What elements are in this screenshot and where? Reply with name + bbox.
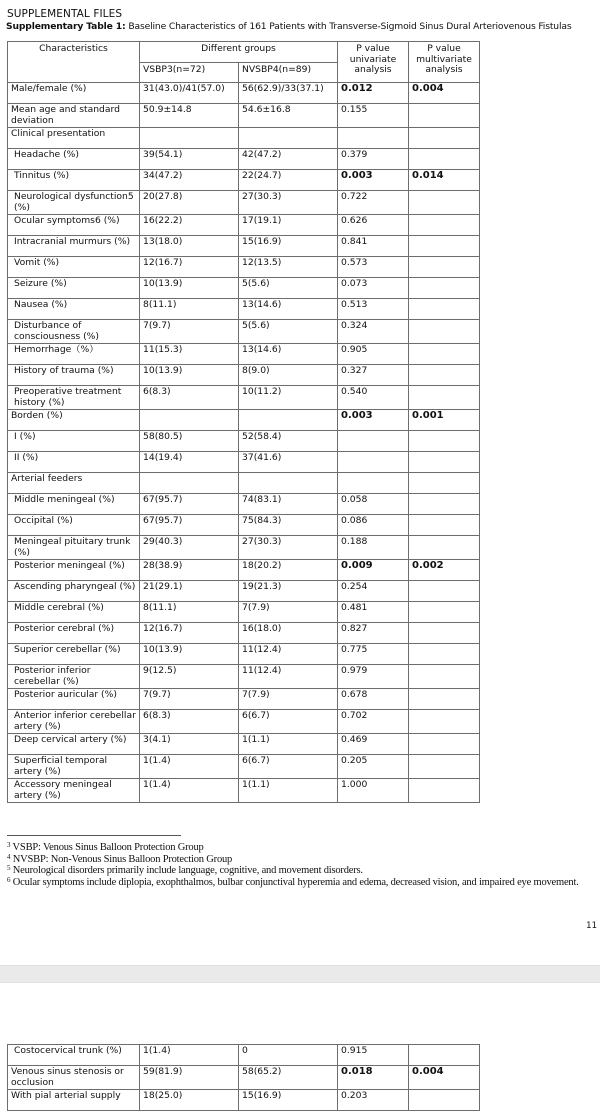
header-group-vsbp: VSBP3(n=72) — [140, 63, 239, 83]
cell-nvsbp: 1(1.1) — [239, 734, 338, 755]
cell-p-univariate: 0.626 — [338, 215, 409, 236]
table-row — [8, 779, 480, 803]
table-row — [8, 128, 480, 149]
cell-p-univariate: 0.073 — [338, 278, 409, 299]
cell-nvsbp: 17(19.1) — [239, 215, 338, 236]
cell-p-multivariate — [409, 1090, 480, 1111]
row-label: Seizure (%) — [8, 278, 140, 299]
cell-nvsbp: 12(13.5) — [239, 257, 338, 278]
row-label: Ascending pharyngeal (%) — [8, 581, 140, 602]
table-row — [8, 473, 480, 494]
table-row — [8, 755, 480, 779]
cell-p-univariate: 0.469 — [338, 734, 409, 755]
footnote-text: NVSBP: Non-Venous Sinus Balloon Protection Group — [10, 853, 233, 865]
cell-p-multivariate — [409, 1045, 480, 1066]
table-row — [8, 665, 480, 689]
baseline-characteristics-table — [7, 41, 480, 803]
cell-p-multivariate — [409, 299, 480, 320]
row-label: Borden (%) — [8, 410, 140, 431]
table-row — [8, 560, 480, 581]
cell-vsbp: 31(43.0)/41(57.0) — [140, 83, 239, 104]
cell-nvsbp: 0 — [239, 1045, 338, 1066]
cell-p-multivariate — [409, 689, 480, 710]
cell-nvsbp: 8(9.0) — [239, 365, 338, 386]
row-label: Tinnitus (%) — [8, 170, 140, 191]
row-label: History of trauma (%) — [8, 365, 140, 386]
footnotes — [7, 842, 595, 888]
cell-nvsbp: 27(30.3) — [239, 536, 338, 560]
row-label: With pial arterial supply — [8, 1090, 140, 1111]
row-label: Costocervical trunk (%) — [8, 1045, 140, 1066]
table-row — [8, 257, 480, 278]
cell-vsbp: 1(1.4) — [140, 755, 239, 779]
cell-nvsbp: 54.6±16.8 — [239, 104, 338, 128]
cell-p-univariate: 1.000 — [338, 779, 409, 803]
table-row — [8, 299, 480, 320]
footnote-separator — [7, 835, 181, 836]
cell-nvsbp: 5(5.6) — [239, 278, 338, 299]
cell-p-univariate: 0.009 — [338, 560, 409, 581]
table-row — [8, 170, 480, 191]
table-body-continued — [8, 1045, 480, 1111]
cell-p-univariate: 0.203 — [338, 1090, 409, 1111]
cell-vsbp: 8(11.1) — [140, 602, 239, 623]
row-label: Ocular symptoms6 (%) — [8, 215, 140, 236]
table-row — [8, 236, 480, 257]
cell-p-multivariate — [409, 257, 480, 278]
cell-p-univariate — [338, 473, 409, 494]
cell-nvsbp: 27(30.3) — [239, 191, 338, 215]
cell-nvsbp: 37(41.6) — [239, 452, 338, 473]
cell-p-multivariate — [409, 779, 480, 803]
cell-vsbp: 12(16.7) — [140, 623, 239, 644]
table-row — [8, 644, 480, 665]
cell-nvsbp — [239, 473, 338, 494]
table-row — [8, 623, 480, 644]
cell-p-multivariate — [409, 665, 480, 689]
cell-vsbp: 18(25.0) — [140, 1090, 239, 1111]
table-row — [8, 431, 480, 452]
cell-nvsbp: 16(18.0) — [239, 623, 338, 644]
row-label: Mean age and standard deviation — [8, 104, 140, 128]
cell-p-univariate: 0.481 — [338, 602, 409, 623]
table-row — [8, 386, 480, 410]
cell-p-univariate: 0.573 — [338, 257, 409, 278]
table-caption — [6, 21, 572, 32]
cell-p-multivariate — [409, 149, 480, 170]
cell-nvsbp: 1(1.1) — [239, 779, 338, 803]
cell-vsbp: 67(95.7) — [140, 494, 239, 515]
header-p-value-multivariate: P value multivariate analysis — [409, 42, 480, 83]
cell-p-univariate: 0.841 — [338, 236, 409, 257]
row-label: Middle cerebral (%) — [8, 602, 140, 623]
footnote-marker: 3 — [7, 841, 11, 849]
row-label: Deep cervical artery (%) — [8, 734, 140, 755]
cell-p-multivariate — [409, 710, 480, 734]
table-row — [8, 581, 480, 602]
cell-p-multivariate — [409, 602, 480, 623]
row-label: Preoperative treatment history (%) — [8, 386, 140, 410]
cell-p-multivariate — [409, 734, 480, 755]
cell-p-univariate: 0.827 — [338, 623, 409, 644]
table-row — [8, 734, 480, 755]
cell-vsbp: 6(8.3) — [140, 386, 239, 410]
cell-vsbp: 10(13.9) — [140, 278, 239, 299]
cell-vsbp: 50.9±14.8 — [140, 104, 239, 128]
row-label: Intracranial murmurs (%) — [8, 236, 140, 257]
cell-p-univariate: 0.905 — [338, 344, 409, 365]
row-label: Superior cerebellar (%) — [8, 644, 140, 665]
table-row — [8, 410, 480, 431]
row-label: Venous sinus stenosis or occlusion — [8, 1066, 140, 1090]
cell-p-univariate: 0.513 — [338, 299, 409, 320]
row-label: Accessory meningeal artery (%) — [8, 779, 140, 803]
row-label: Hemorrhage（%） — [8, 344, 140, 365]
cell-p-univariate — [338, 452, 409, 473]
cell-nvsbp: 7(7.9) — [239, 689, 338, 710]
footnote-marker: 5 — [7, 864, 11, 873]
cell-vsbp — [140, 410, 239, 431]
cell-vsbp: 14(19.4) — [140, 452, 239, 473]
table-row — [8, 320, 480, 344]
cell-vsbp: 10(13.9) — [140, 644, 239, 665]
page-break — [0, 965, 600, 983]
cell-p-multivariate: 0.001 — [409, 410, 480, 431]
cell-nvsbp: 11(12.4) — [239, 644, 338, 665]
cell-vsbp: 9(12.5) — [140, 665, 239, 689]
row-label: I (%) — [8, 431, 140, 452]
cell-p-univariate: 0.086 — [338, 515, 409, 536]
cell-p-univariate: 0.003 — [338, 170, 409, 191]
cell-p-multivariate — [409, 278, 480, 299]
cell-vsbp — [140, 128, 239, 149]
cell-p-multivariate — [409, 581, 480, 602]
footnote-marker: 6 — [7, 875, 11, 884]
row-label: Posterior meningeal (%) — [8, 560, 140, 581]
cell-p-univariate: 0.018 — [338, 1066, 409, 1090]
cell-vsbp: 13(18.0) — [140, 236, 239, 257]
cell-p-multivariate — [409, 191, 480, 215]
cell-p-univariate: 0.155 — [338, 104, 409, 128]
cell-nvsbp: 13(14.6) — [239, 344, 338, 365]
cell-vsbp — [140, 473, 239, 494]
cell-p-multivariate — [409, 365, 480, 386]
cell-p-univariate: 0.915 — [338, 1045, 409, 1066]
cell-p-multivariate — [409, 644, 480, 665]
cell-p-multivariate — [409, 623, 480, 644]
cell-p-multivariate — [409, 515, 480, 536]
cell-vsbp: 7(9.7) — [140, 689, 239, 710]
header-p-value-univariate: P value univariate analysis — [338, 42, 409, 83]
cell-nvsbp: 15(16.9) — [239, 236, 338, 257]
row-label: Headache (%) — [8, 149, 140, 170]
table-row — [8, 602, 480, 623]
cell-p-univariate: 0.324 — [338, 320, 409, 344]
footnote-text: VSBP: Venous Sinus Balloon Protection Group — [10, 842, 204, 853]
cell-vsbp: 11(15.3) — [140, 344, 239, 365]
row-label: Posterior auricular (%) — [8, 689, 140, 710]
row-label: II (%) — [8, 452, 140, 473]
cell-p-multivariate — [409, 473, 480, 494]
section-title: SUPPLEMENTAL FILES — [7, 8, 123, 20]
table-row — [8, 689, 480, 710]
footnote — [7, 842, 595, 854]
cell-vsbp: 21(29.1) — [140, 581, 239, 602]
cell-nvsbp: 10(11.2) — [239, 386, 338, 410]
cell-p-multivariate: 0.004 — [409, 83, 480, 104]
cell-vsbp: 16(22.2) — [140, 215, 239, 236]
table-row — [8, 536, 480, 560]
cell-p-univariate — [338, 128, 409, 149]
cell-p-univariate: 0.205 — [338, 755, 409, 779]
cell-nvsbp — [239, 410, 338, 431]
cell-p-multivariate — [409, 320, 480, 344]
table-row — [8, 83, 480, 104]
cell-vsbp: 1(1.4) — [140, 1045, 239, 1066]
table-row — [8, 191, 480, 215]
cell-p-univariate: 0.979 — [338, 665, 409, 689]
cell-vsbp: 1(1.4) — [140, 779, 239, 803]
cell-p-univariate: 0.540 — [338, 386, 409, 410]
cell-p-multivariate — [409, 386, 480, 410]
cell-nvsbp: 11(12.4) — [239, 665, 338, 689]
table-row — [8, 278, 480, 299]
table-row — [8, 344, 480, 365]
table-row — [8, 515, 480, 536]
row-label: Arterial feeders — [8, 473, 140, 494]
cell-nvsbp: 6(6.7) — [239, 710, 338, 734]
table-row — [8, 215, 480, 236]
cell-p-multivariate: 0.004 — [409, 1066, 480, 1090]
table-row — [8, 1066, 480, 1090]
cell-p-multivariate — [409, 452, 480, 473]
footnote-text: Neurological disorders primarily include language, cognitive, and movement disorders. — [10, 865, 363, 877]
cell-p-univariate: 0.775 — [338, 644, 409, 665]
row-label: Superficial temporal artery (%) — [8, 755, 140, 779]
table-row — [8, 149, 480, 170]
row-label: Posterior inferior cerebellar (%) — [8, 665, 140, 689]
cell-p-multivariate — [409, 536, 480, 560]
row-label: Middle meningeal (%) — [8, 494, 140, 515]
cell-p-univariate: 0.702 — [338, 710, 409, 734]
cell-p-univariate: 0.058 — [338, 494, 409, 515]
cell-nvsbp: 15(16.9) — [239, 1090, 338, 1111]
row-label: Vomit (%) — [8, 257, 140, 278]
row-label: Anterior inferior cerebellar artery (%) — [8, 710, 140, 734]
cell-p-multivariate — [409, 215, 480, 236]
table-row — [8, 710, 480, 734]
row-label: Meningeal pituitary trunk (%) — [8, 536, 140, 560]
cell-p-univariate: 0.678 — [338, 689, 409, 710]
table-row — [8, 1045, 480, 1066]
table-body — [8, 83, 480, 803]
footnote-marker: 4 — [7, 852, 11, 861]
cell-vsbp: 39(54.1) — [140, 149, 239, 170]
footnote — [7, 865, 595, 877]
table-row — [8, 365, 480, 386]
table-row — [8, 1090, 480, 1111]
cell-nvsbp: 6(6.7) — [239, 755, 338, 779]
row-label: Posterior cerebral (%) — [8, 623, 140, 644]
cell-vsbp: 10(13.9) — [140, 365, 239, 386]
footnote — [7, 877, 595, 889]
cell-p-multivariate: 0.002 — [409, 560, 480, 581]
footnote-text: Ocular symptoms include diplopia, exophthalmos, bulbar conjunctival hyperemia and edema, decreased vision, and impaired eye movement. — [10, 876, 579, 888]
cell-p-univariate: 0.012 — [338, 83, 409, 104]
table-row — [8, 494, 480, 515]
cell-p-multivariate — [409, 755, 480, 779]
cell-nvsbp: 7(7.9) — [239, 602, 338, 623]
cell-p-multivariate — [409, 236, 480, 257]
cell-p-univariate: 0.327 — [338, 365, 409, 386]
cell-nvsbp: 5(5.6) — [239, 320, 338, 344]
cell-p-multivariate — [409, 431, 480, 452]
cell-vsbp: 20(27.8) — [140, 191, 239, 215]
row-label: Clinical presentation — [8, 128, 140, 149]
cell-nvsbp: 19(21.3) — [239, 581, 338, 602]
cell-nvsbp: 56(62.9)/33(37.1) — [239, 83, 338, 104]
cell-p-univariate: 0.254 — [338, 581, 409, 602]
cell-nvsbp: 13(14.6) — [239, 299, 338, 320]
cell-vsbp: 34(47.2) — [140, 170, 239, 191]
cell-vsbp: 29(40.3) — [140, 536, 239, 560]
cell-nvsbp: 52(58.4) — [239, 431, 338, 452]
cell-p-multivariate — [409, 494, 480, 515]
page-number: 11 — [586, 921, 597, 931]
cell-nvsbp: 75(84.3) — [239, 515, 338, 536]
table-row — [8, 452, 480, 473]
cell-nvsbp: 58(65.2) — [239, 1066, 338, 1090]
cell-p-univariate: 0.379 — [338, 149, 409, 170]
row-label: Disturbance of consciousness (%) — [8, 320, 140, 344]
header-characteristics: Characteristics — [8, 42, 140, 83]
row-label: Nausea (%) — [8, 299, 140, 320]
cell-nvsbp — [239, 128, 338, 149]
cell-vsbp: 58(80.5) — [140, 431, 239, 452]
cell-p-univariate — [338, 431, 409, 452]
cell-vsbp: 3(4.1) — [140, 734, 239, 755]
cell-vsbp: 28(38.9) — [140, 560, 239, 581]
cell-vsbp: 8(11.1) — [140, 299, 239, 320]
cell-p-multivariate: 0.014 — [409, 170, 480, 191]
cell-vsbp: 59(81.9) — [140, 1066, 239, 1090]
cell-p-univariate: 0.722 — [338, 191, 409, 215]
cell-p-univariate: 0.188 — [338, 536, 409, 560]
baseline-characteristics-table-continued — [7, 1044, 480, 1111]
cell-p-multivariate — [409, 344, 480, 365]
cell-p-multivariate — [409, 104, 480, 128]
table-row — [8, 104, 480, 128]
cell-nvsbp: 42(47.2) — [239, 149, 338, 170]
cell-nvsbp: 22(24.7) — [239, 170, 338, 191]
cell-vsbp: 7(9.7) — [140, 320, 239, 344]
header-different-groups: Different groups — [140, 42, 338, 63]
cell-p-univariate: 0.003 — [338, 410, 409, 431]
table-caption-text: Baseline Characteristics of 161 Patients with Transverse-Sigmoid Sinus Dural Arteriovenous Fistulas — [125, 21, 572, 32]
cell-vsbp: 12(16.7) — [140, 257, 239, 278]
footnote — [7, 854, 595, 866]
header-group-nvsbp: NVSBP4(n=89) — [239, 63, 338, 83]
cell-vsbp: 6(8.3) — [140, 710, 239, 734]
cell-vsbp: 67(95.7) — [140, 515, 239, 536]
row-label: Male/female (%) — [8, 83, 140, 104]
cell-nvsbp: 74(83.1) — [239, 494, 338, 515]
cell-nvsbp: 18(20.2) — [239, 560, 338, 581]
row-label: Occipital (%) — [8, 515, 140, 536]
row-label: Neurological dysfunction5 (%) — [8, 191, 140, 215]
cell-p-multivariate — [409, 128, 480, 149]
table-caption-label: Supplementary Table 1: — [6, 21, 126, 32]
